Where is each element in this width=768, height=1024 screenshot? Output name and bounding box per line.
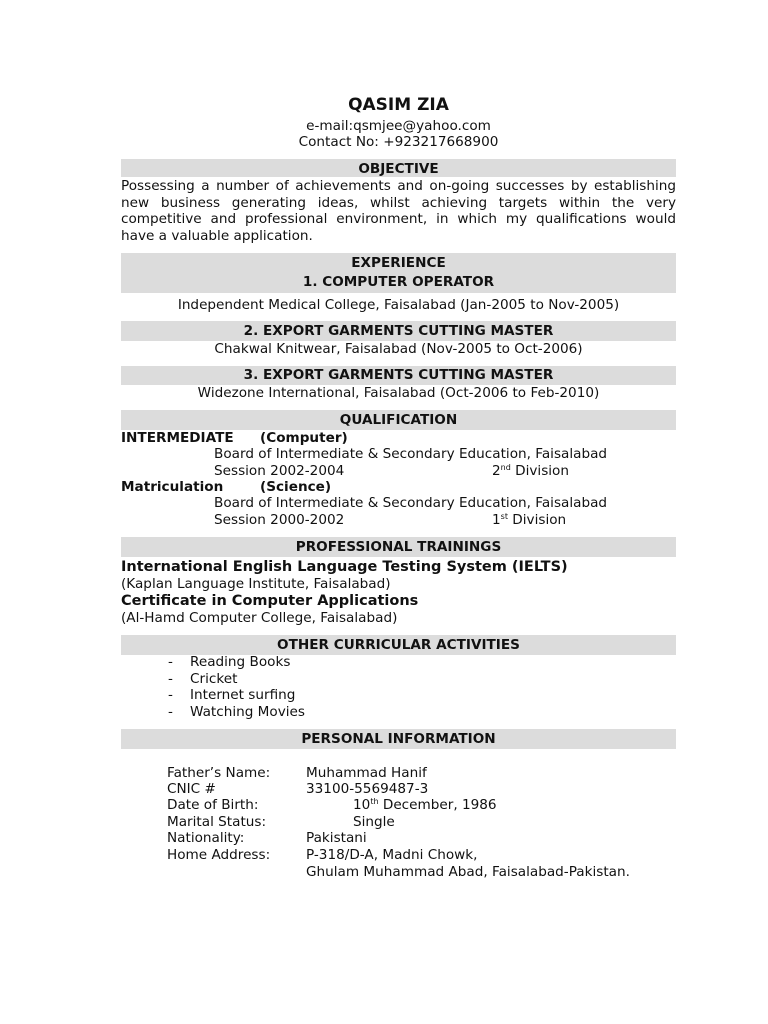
qual-1-level: INTERMEDIATE [121,430,234,446]
training-1-title: International English Language Testing System (IELTS) [121,559,568,575]
training-2-place: (Al-Hamd Computer College, Faisalabad) [121,610,398,626]
job-3-detail: Widezone International, Faisalabad (Oct-2006 to Feb-2010) [197,385,600,401]
activity-item: Watching Movies [190,704,305,720]
qual-2-board: Board of Intermediate & Secondary Education, Faisalabad [214,495,608,511]
activity-item: Reading Books [190,654,291,670]
qual-2-field: (Science) [260,479,332,495]
activity-bullet: - [168,687,173,703]
training-1-place: (Kaplan Language Institute, Faisalabad) [121,576,391,592]
qual-2-level: Matriculation [121,479,224,495]
qual-1-division: 2nd Division [492,463,569,479]
nationality-label: Nationality: [167,830,245,846]
job-1-detail: Independent Medical College, Faisalabad (Jan-2005 to Nov-2005) [177,297,620,313]
cnic-label: CNIC # [167,781,216,797]
email-line: e-mail:qsmjee@yahoo.com [306,118,491,134]
qualification-heading: QUALIFICATION [339,412,458,428]
qual-1-field: (Computer) [260,430,348,446]
address-line-1: P-318/D-A, Madni Chowk, [306,847,478,863]
fathers-name-value: Muhammad Hanif [306,765,427,781]
job-2-title: 2. EXPORT GARMENTS CUTTING MASTER [243,323,554,339]
objective-heading: OBJECTIVE [358,161,439,177]
objective-text: Possessing a number of achievements and on-going successes by establishing new business generating ideas, whilst achieving targets within the very competitive and professional environment, in which my qualifications would have a valuable application. [121,178,676,244]
activity-bullet: - [168,671,173,687]
qual-1-session: Session 2002-2004 [214,463,345,479]
nationality-value: Pakistani [306,830,367,846]
activities-heading: OTHER CURRICULAR ACTIVITIES [277,637,520,653]
qual-1-board: Board of Intermediate & Secondary Education, Faisalabad [214,446,608,462]
dob-value: 10th December, 1986 [353,797,497,813]
job-2-detail: Chakwal Knitwear, Faisalabad (Nov-2005 to Oct-2006) [214,341,583,357]
trainings-heading: PROFESSIONAL TRAININGS [295,539,502,555]
dob-label: Date of Birth: [167,797,259,813]
activity-item: Internet surfing [190,687,296,703]
qual-2-division: 1st Division [492,512,567,528]
training-2-title: Certificate in Computer Applications [121,593,419,609]
marital-value: Single [353,814,395,830]
personal-heading: PERSONAL INFORMATION [301,731,496,747]
contact-line: Contact No: +923217668900 [298,134,499,150]
activity-bullet: - [168,654,173,670]
address-label: Home Address: [167,847,271,863]
marital-label: Marital Status: [167,814,267,830]
job-3-title: 3. EXPORT GARMENTS CUTTING MASTER [243,367,554,383]
address-line-2: Ghulam Muhammad Abad, Faisalabad-Pakistan. [306,864,630,880]
job-1-title: 1. COMPUTER OPERATOR [302,274,495,290]
fathers-name-label: Father’s Name: [167,765,271,781]
cnic-value: 33100-5569487-3 [306,781,429,797]
activity-item: Cricket [190,671,238,687]
activity-bullet: - [168,704,173,720]
experience-heading: EXPERIENCE [351,255,446,271]
qual-2-session: Session 2000-2002 [214,512,345,528]
resume-name: QASIM ZIA [348,95,449,115]
